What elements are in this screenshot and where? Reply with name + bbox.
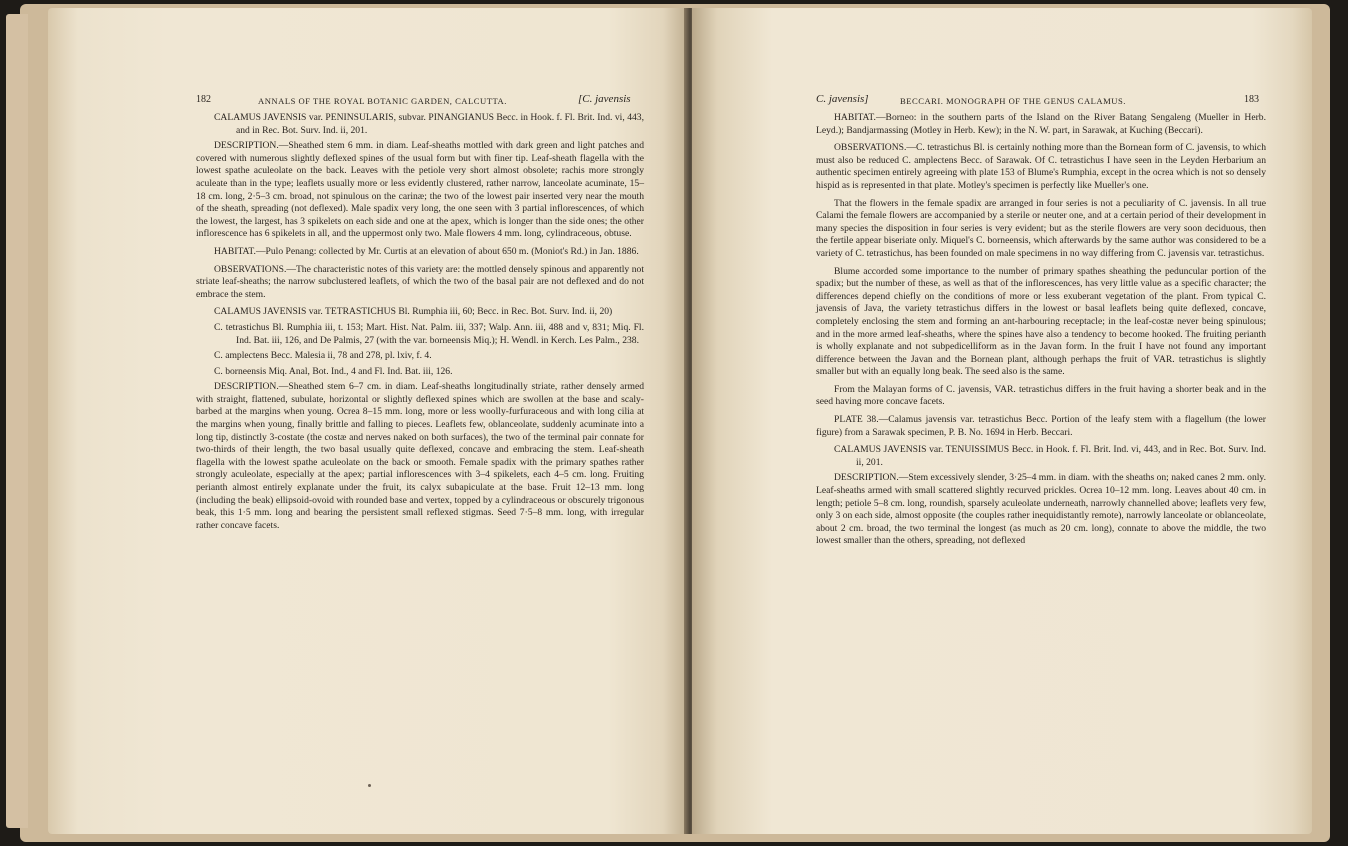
paragraph: OBSERVATIONS.—C. tetrastichus Bl. is certainly nothing more than the Bornean form of C. javensis, to which must also be reduced C. amplectens Becc. of Sarawak. Of C. tetrastichus I have seen in the Leyden Herbarium an authentic specimen entirely agreeing with plate 153 of Blume's Rumphia, except in the ocrea which is not so densely hispid as is represented in that plate. Motley's specimen is perfectly like Mueller's one. — [816, 142, 1266, 191]
paragraph: OBSERVATIONS.—The characteristic notes of this variety are: the mottled densely spinous and apparently not striate leaf-sheaths; the narrow subclustered leaflets, of which the two of the basal pair are not deflexed and do not embrace the stem. — [196, 263, 644, 300]
paragraph: Blume accorded some importance to the number of primary spathes sheathing the peduncular portion of the spadix; but the number of these, as well as that of the inflorescences, has very little value as a specific character; the differences depend chiefly on the conditions of more or less exuberant vegetation of the plant. From typical C. javensis of Java, the variety tetrastichus differs in the lowest or basal leaflets being quite deflexed, concave, completely enclosing the stem and forming an ant-harbouring receptacle; in the leaf-costæ never being spinulous; and in the more armed leaf-sheaths, where the spines have also a tendency to become hooked. The fruiting perianth is wholly explanate and not subpedicelliform as in the Javan form. In the fruit I have not found any important difference between the Javan and the Bornean plant, although perhaps the fruit of VAR. tetrastichus is slightly smaller but with an equally long beak. The seed also is the same. — [816, 265, 1266, 378]
paragraph: DESCRIPTION.—Sheathed stem 6 mm. in diam. Leaf-sheaths mottled with dark green and light patches and covered with numerous slightly deflexed spines of the usual form but with finer tip. Leaf-sheath flagella with the lowest spathe aculeolate on the back. Leaves with the petiole very short almost obsolete; rachis more strongly aculeate than in the type; leaflets usually more or less evidently clustered, rather narrow, lanceolate acuminate, 15–18 cm. long, 2·5–3 cm. broad, not spinulous on the carinæ; the two of the lowest pair inserted very near the mouth of the sheath, spreading (not deflexed). Male spadix very long, the one seen with 3 partial inflorescences, of which the lowest, the largest, has 3 spikelets on each side and one at the apex, which is longer than the side ones; the other inflorescence has 6 spikelets in all, and the uppermost only two. Male flowers 4 mm. long, cylindraceous, obtuse. — [196, 140, 644, 240]
paragraph: PLATE 38.—Calamus javensis var. tetrastichus Becc. Portion of the leafy stem with a flagellum (the lower figure) from a Sarawak specimen, P. B. No. 1694 in Herb. Beccari. — [816, 414, 1266, 438]
reference-entry: C. tetrastichus Bl. Rumphia iii, t. 153; Mart. Hist. Nat. Palm. iii, 337; Walp. Ann. iii, 488 and v, 831; Miq. Fl. Ind. Bat. iii, 126, and De Palmis, 27 (with the var. borneensis Miq.); H. Wendl. in Kerch. Les Palm., 238. — [214, 321, 644, 346]
right-running-title: BECCARI. MONOGRAPH OF THE GENUS CALAMUS. — [900, 96, 1126, 106]
reference-entry: CALAMUS JAVENSIS var. TETRASTICHUS Bl. Rumphia iii, 60; Becc. in Rec. Bot. Surv. Ind. ii, 20) — [214, 306, 613, 318]
left-page-edges — [6, 14, 28, 828]
left-page — [48, 8, 688, 834]
reference-entry: CALAMUS JAVENSIS var. PENINSULARIS, subvar. PINANGIANUS Becc. in Hook. f. Fl. Brit. Ind. vi, 443, and in Rec. Bot. Surv. Ind. ii, 201. — [214, 112, 644, 136]
left-page-body — [196, 112, 644, 537]
reference-entry: C. borneensis Miq. Anal, Bot. Ind., 4 and Fl. Ind. Bat. iii, 126. — [214, 365, 453, 377]
reference-entry: CALAMUS JAVENSIS var. TENUISSIMUS Becc. in Hook. f. Fl. Brit. Ind. vi, 443, and in Rec. Bot. Surv. Ind. ii, 201. — [834, 444, 1266, 468]
paragraph: DESCRIPTION.—Stem excessively slender, 3·25–4 mm. in diam. with the sheaths on; naked canes 2 mm. only. Leaf-sheaths armed with small scattered slightly recurved prickles. Ocrea 10–12 mm. long. Leaves about 40 cm. in length; petiole 5–8 cm. long, roundish, sparsely aculeolate underneath, narrowly channelled above; leaflets very few, only 3 on each side, almost opposite (the couples rather inequidistantly remote), narrowly lanceolate or oblanceolate, about 2 cm. broad, the two terminal the longest (as much as 20 cm. long), connate to above the middle, the two lowest smaller than the others, spreading, not deflexed — [816, 472, 1266, 547]
right-page-number: 183 — [1244, 94, 1259, 105]
paragraph: DESCRIPTION.—Sheathed stem 6–7 cm. in diam. Leaf-sheaths longitudinally striate, rather densely armed with straight, flattened, subulate, horizontal or slightly deflexed spines which are swollen at the base and scaly-barbed at the margins when young. Ocrea 8–15 mm. long, more or less woolly-furfuraceous and with long cilia at the margins when young, finally brittle and falling to pieces. Leaflets few, oblanceolate, suddenly acuminate into a long tip, distinctly 3-costate (the costæ and nerves naked on both surfaces), the two of the terminal pair connate for two-thirds of their length, the two basal usually quite deflexed, concave and embracing the stem. Leaf-sheath flagella with the lowest spathe aculeolate on the back or smooth. Female spadix with the primary spathes rather strongly aculeolate, especially at the apex; partial inflorescences with 3–4 spikelets, each 4–5 cm. long. Fruiting perianth almost entirely explanate under the fruit, its calyx subapiculate at the base. Fruit 12–13 mm. long (including the beak) ellipsoid-ovoid with rounded base and vertex, topped by a cylindraceous or obscurely trigonous beak, this 1·5 mm. long and bearing the persistent small reflexed stigmas. Seed 7·5–8 mm. long, with irregular rather concave facets. — [196, 381, 644, 531]
paragraph: HABITAT.—Pulo Penang: collected by Mr. Curtis at an elevation of about 650 m. (Moniot's Rd.) in Jan. 1886. — [214, 245, 639, 257]
right-page-body — [816, 112, 1266, 553]
right-page — [692, 8, 1312, 834]
left-running-tag: [C. javensis — [578, 93, 631, 105]
left-page-number: 182 — [196, 94, 211, 105]
right-running-tag: C. javensis] — [816, 93, 869, 105]
page-mark — [368, 784, 371, 787]
paragraph: That the flowers in the female spadix are arranged in four series is not a peculiarity of C. javensis. In all true Calami the female flowers are accompanied by a sterile or neuter one, and at a certain period of their development in many species the disposition in four series is very evident; but as the sterile flowers are very soon deciduous, then the fertile appear biseriate only. Miquel's C. borneensis, which afterwards by the same author was considered to be a variety of C. tetrastichus, has been founded on male specimens in no way differing from C. javensis var. tetrastichus. — [816, 197, 1266, 259]
paragraph: HABITAT.—Borneo: in the southern parts of the Island on the River Batang Sengaleng (Mueller in Herb. Leyd.); Bandjarmassing (Motley in Herb. Kew); in the N. W. part, in Sarawak, at Kuching (Beccari). — [816, 112, 1266, 136]
reference-entry: C. amplectens Becc. Malesia ii, 78 and 278, pl. lxiv, f. 4. — [214, 350, 432, 362]
paragraph: From the Malayan forms of C. javensis, VAR. tetrastichus differs in the fruit having a shorter beak and in the seed having more concave facets. — [816, 383, 1266, 408]
left-running-title: ANNALS OF THE ROYAL BOTANIC GARDEN, CALCUTTA. — [258, 96, 507, 106]
